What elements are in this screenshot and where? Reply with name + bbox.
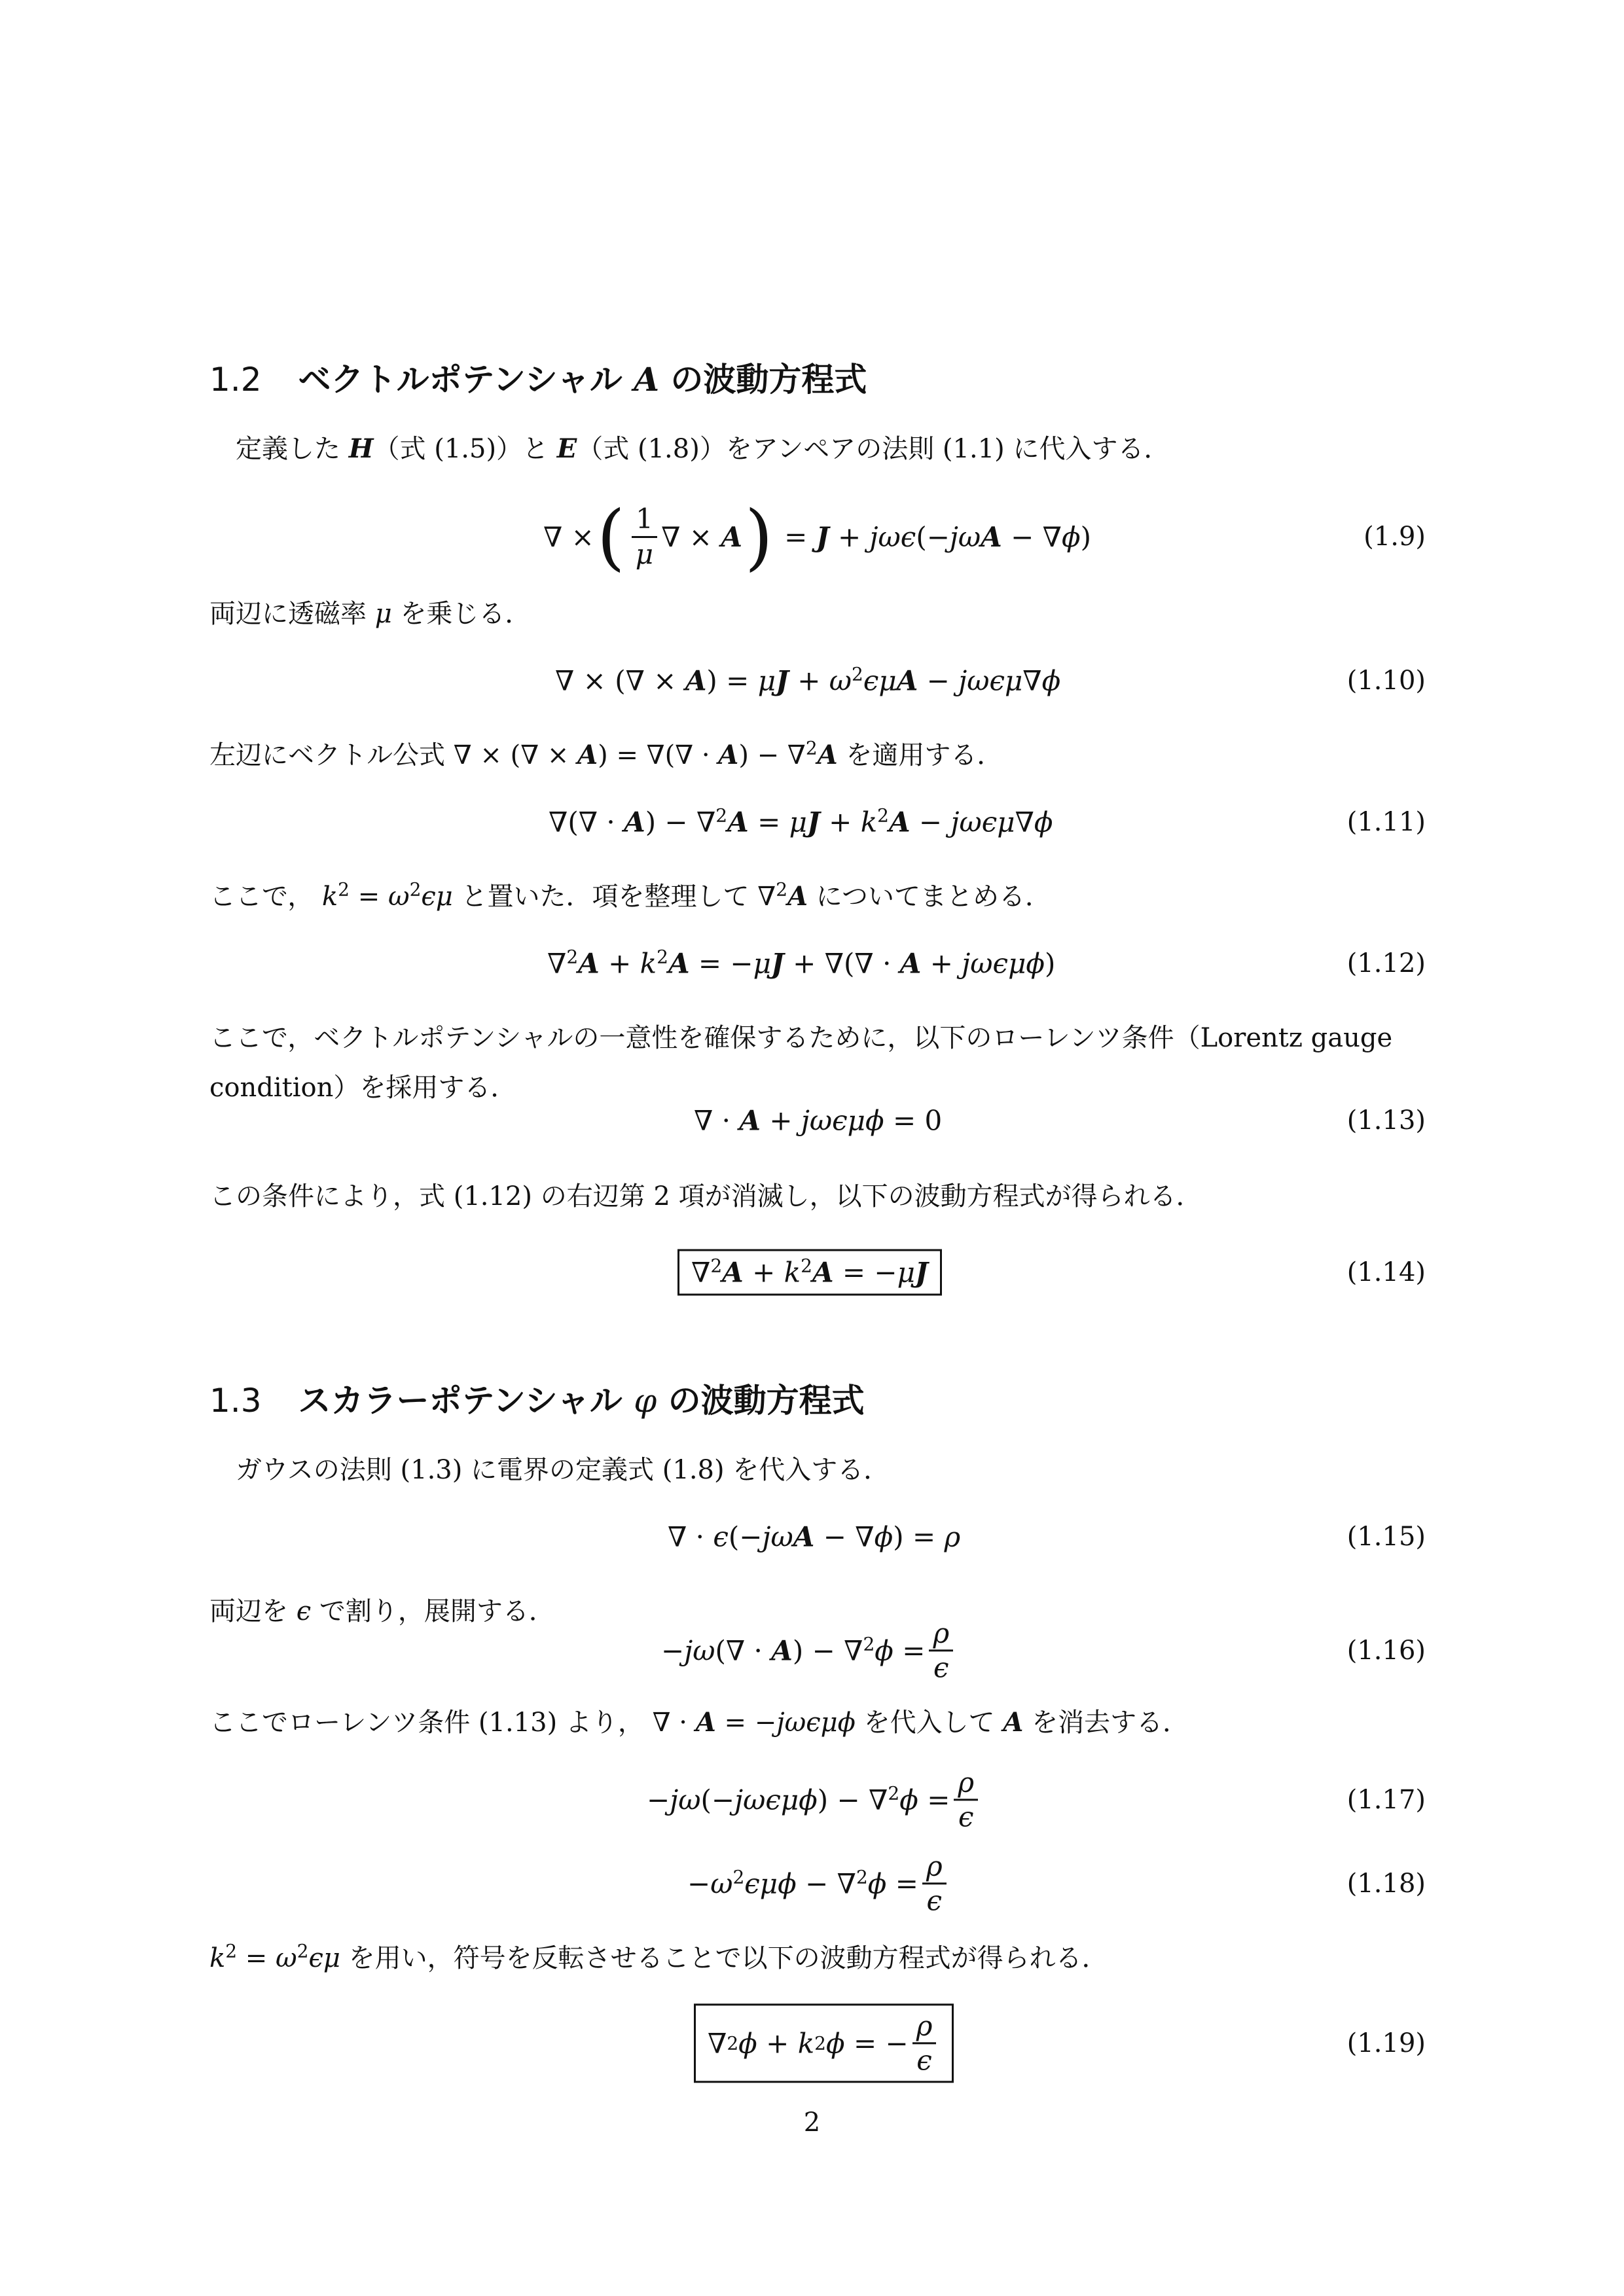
paragraph: condition）を採用する． (209, 1073, 517, 1103)
text-run: 両辺を (209, 1596, 288, 1626)
paragraph: 左辺にベクトル公式 ∇ × (∇ × A) = ∇(∇ · A) − ∇$^2$A を適用する． (209, 737, 1003, 770)
section-heading-1-3 (209, 1374, 865, 1422)
equation-tag: (1.17) (1346, 1785, 1426, 1815)
math-symbol: A (1003, 1707, 1024, 1738)
math-symbol: H (348, 433, 374, 464)
paragraph: ここで，ベクトルポテンシャルの一意性を確保するために，以下のローレンツ条件（Lorentz gauge (209, 1023, 1393, 1053)
math-symbol: μ (374, 599, 392, 629)
math-symbol: E (556, 433, 577, 464)
text-run: を消去する． (1032, 1708, 1189, 1738)
text-run: ここでローレンツ条件 (1.13) より， (209, 1708, 644, 1738)
section-heading-1-2 (209, 353, 867, 401)
page-number: 2 (803, 2108, 821, 2138)
paragraph (209, 601, 531, 627)
text-run: で割り，展開する． (319, 1596, 555, 1626)
text-run: 両辺に透磁率 (209, 599, 367, 629)
equation-tag: (1.13) (1346, 1105, 1426, 1136)
paragraph: $k^2 = \omega^2\epsilon\mu$ を用い，符号を反転させることで以下の波動方程式が得られる． (209, 1940, 1108, 1973)
text-run: （式 (1.8)）をアンペアの法則 (1.1) に代入する． (577, 434, 1170, 464)
section-number: 1.3 (209, 1382, 262, 1420)
equation-tag: (1.19) (1346, 2028, 1426, 2058)
equation-tag: (1.10) (1346, 666, 1426, 696)
equation-tag: (1.18) (1346, 1869, 1426, 1899)
section-title-part: の波動方程式 (668, 1382, 865, 1420)
paragraph (236, 433, 1170, 464)
text-run: 定義した (236, 434, 340, 464)
text-run: （式 (1.5)）と (373, 434, 549, 464)
equation-tag: (1.16) (1346, 1636, 1426, 1666)
section-number: 1.2 (209, 361, 262, 399)
text-run: 左辺にベクトル公式 (209, 740, 445, 770)
text-run: を用い，符号を反転させることで以下の波動方程式が得られる． (348, 1943, 1108, 1973)
text-run: と置いた．項を整理して (461, 882, 749, 912)
text-run: を代入して (863, 1708, 995, 1738)
equation-tag: (1.11) (1346, 807, 1426, 837)
paragraph (209, 1598, 555, 1624)
math-symbol: ϵ (296, 1596, 312, 1626)
equation-tag: (1.12) (1346, 948, 1426, 978)
paragraph: ここで， $k^2 = \omega^2\epsilon\mu$ と置いた．項を整理して ∇$^2$A についてまとめる． (209, 878, 1051, 912)
paragraph: この条件により，式 (1.12) の右辺第 2 項が消滅し，以下の波動方程式が得られる． (209, 1181, 1202, 1211)
paragraph: ガウスの法則 (1.3) に電界の定義式 (1.8) を代入する． (236, 1455, 890, 1485)
text-run: についてまとめる． (816, 882, 1051, 912)
section-title-part: ベクトルポテンシャル (298, 361, 623, 399)
text-run: を適用する． (846, 740, 1003, 770)
section-title-part: スカラーポテンシャル (298, 1382, 623, 1420)
equation-tag: (1.9) (1363, 522, 1426, 552)
text-run: を乗じる． (400, 599, 532, 629)
section-title-symbol: A (634, 360, 659, 399)
section-title-part: の波動方程式 (670, 361, 867, 399)
text-run: ここで， (209, 882, 314, 912)
section-title-symbol: φ (634, 1382, 657, 1420)
document-page: 1.2 ベクトルポテンシャル A の波動方程式 定義した H（式 (1.5)）と E（式 (1.8)）をアンペアの法則 (1.1) に代入する． ∇ × ( $\frac{1}{\mu}$ ∇ × A ) = J + jωϵ(−jωA − ∇ϕ) (1.9) 両辺に透磁率 μ を乗じる． ∇ × (∇ × $A) = \mu J + \omega^2\epsilon\mu A - j\omega\epsilon\mu\nabla\phi$ (1.10) 左辺にベクトル公式 ∇ × (∇ × A) = ∇(∇ · A) − ∇$^2$A を適用する． ∇(∇ · $A) - \nabla^2A = \mu J + k^2A - j\omega\epsilon\mu\nabla\phi$ (1.11) ここで， $k^2 = \omega^2\epsilon\mu$ と置いた．項を整理して ∇$^2$A についてまとめる． $\nabla^2A + k^2A = -\mu J$ + ∇(∇ · A + jωϵμϕ) (1.12) ここで，ベクトルポテンシャルの一意性を確保するために，以下のローレンツ条件（Lorentz gauge condition）を採用する． ∇ · A + jωϵμϕ = 0 (1.13) この条件により，式 (1.12) の右辺第 2 項が消滅し，以下の波動方程式が得られる． $\nabla^2A + k^2A = -\mu J$ (1.14) 1.3 スカラーポテンシャル φ の波動方程式 ガウスの法則 (1.3) に電界の定義式 (1.8) を代入する． ∇ · ϵ(−jωA − ∇ϕ) = ρ (1.15) 両辺を ϵ で割り，展開する． −jω(∇ · A) − ∇$^2$ϕ = $\frac{\rho}{\epsilon}$ (1.16) ここでローレンツ条件 (1.13) より， ∇ · A = −jωϵμϕ を代入して A を消去する． −jω(−jωϵμϕ) − ∇$^2$ϕ = $\frac{\rho}{\epsilon}$ (1.17) $-\omega^2\epsilon\mu\phi - \nabla^2\phi$ = $\frac{\rho}{\epsilon}$ (1.18) $k^2 = \omega^2\epsilon\mu$ を用い，符号を反転させることで以下の波動方程式が得られる． ∇ 2 ϕ + k 2 ϕ = − $\frac{\rho}{\epsilon}$ (1.19) 2 (0, 0, 1624, 2296)
equation-tag: (1.14) (1346, 1257, 1426, 1287)
paragraph: ここでローレンツ条件 (1.13) より， ∇ · A = −jωϵμϕ を代入して A を消去する． (209, 1707, 1189, 1738)
equation-tag: (1.15) (1346, 1522, 1426, 1552)
